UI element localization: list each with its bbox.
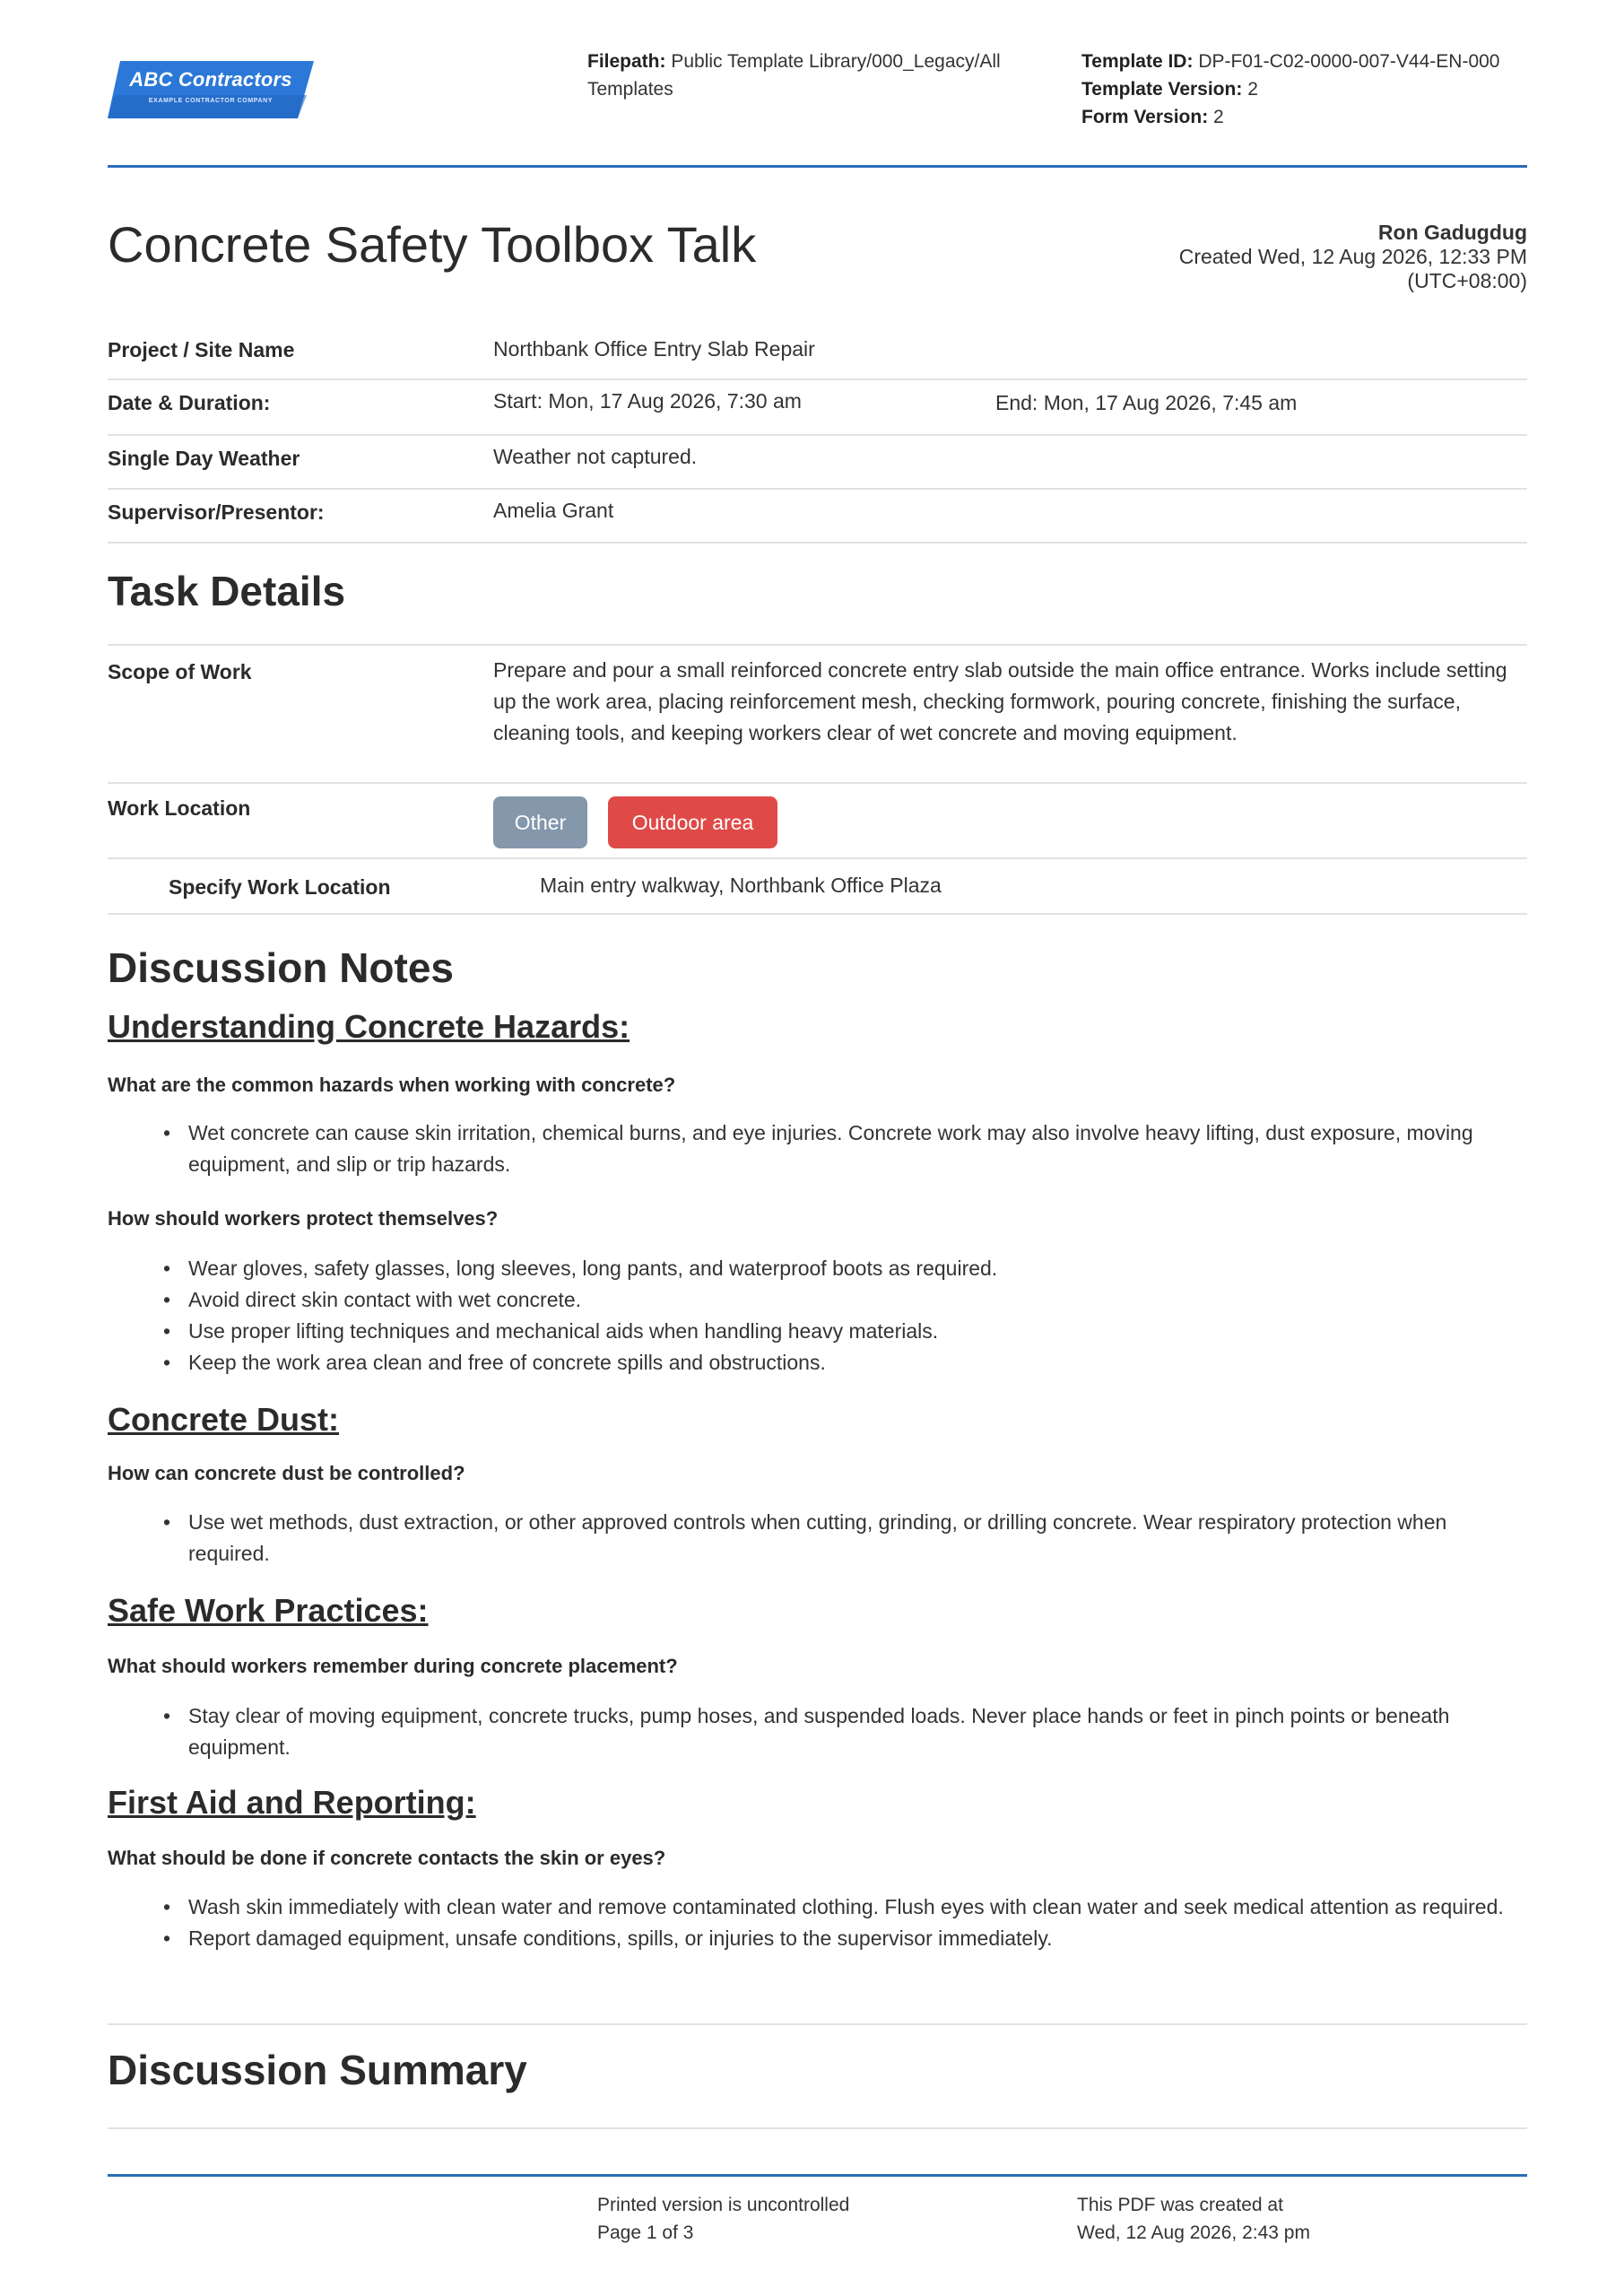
- date-label: Date & Duration:: [108, 391, 271, 414]
- logo-brand-text: ABC Contractors: [129, 68, 292, 91]
- supervisor-row: [108, 490, 1527, 544]
- section-title-hazards: Understanding Concrete Hazards:: [108, 1008, 630, 1045]
- section-title-dust: Concrete Dust:: [108, 1401, 340, 1438]
- hazards-list: [188, 1118, 1524, 1180]
- footer-pdf-info: [1077, 2191, 1310, 2247]
- discussion-summary-heading: Discussion Summary: [108, 2047, 527, 2093]
- document-header: [108, 0, 1527, 168]
- protection-list: [188, 1253, 1524, 1378]
- document-page: [108, 0, 1527, 2296]
- task-details-heading: Task Details: [108, 568, 346, 614]
- company-logo: [108, 59, 314, 120]
- specify-location-label: Specify Work Location: [169, 875, 391, 899]
- form-version-value: 2: [1213, 107, 1224, 127]
- question-placement: What should workers remember during concrete placement?: [108, 1655, 678, 1677]
- date-start: Start: Mon, 17 Aug 2026, 7:30 am: [493, 389, 802, 413]
- template-id-line: [1081, 48, 1530, 75]
- template-version-line: [1081, 75, 1530, 103]
- safe-work-list: [188, 1700, 1524, 1763]
- work-location-label: Work Location: [108, 796, 251, 820]
- pdf-created-label: This PDF was created at: [1077, 2195, 1283, 2215]
- project-label: Project / Site Name: [108, 338, 295, 361]
- scope-label: Scope of Work: [108, 660, 252, 683]
- supervisor-label: Supervisor/Presentor:: [108, 500, 325, 524]
- list-item: • Avoid direct skin contact with wet concrete.: [188, 1284, 1524, 1316]
- list-item: • Keep the work area clean and free of concrete spills and obstructions.: [188, 1347, 1524, 1378]
- document-title: Concrete Safety Toolbox Talk: [108, 216, 757, 273]
- creator-name: Ron Gadugdug: [1377, 221, 1527, 244]
- template-info-block: [1081, 48, 1530, 131]
- list-item: • Stay clear of moving equipment, concrete trucks, pump hoses, and suspended loads. Never place hands or feet in pinch points or beneath equipment.: [188, 1700, 1524, 1763]
- question-common-hazards: What are the common hazards when working with concrete?: [108, 1074, 676, 1096]
- creator-block: [1124, 221, 1527, 293]
- divider: [108, 2127, 1527, 2129]
- project-row: [108, 328, 1527, 380]
- specify-location-value: Main entry walkway, Northbank Office Plaza: [540, 874, 942, 897]
- divider: [108, 2023, 1527, 2025]
- template-version-value: 2: [1247, 79, 1258, 100]
- form-version-label: Form Version:: [1081, 107, 1209, 127]
- template-version-label: Template Version:: [1081, 79, 1243, 100]
- template-id-value: DP-F01-C02-0000-007-V44-EN-000: [1198, 51, 1500, 72]
- weather-label: Single Day Weather: [108, 447, 300, 470]
- form-version-line: [1081, 103, 1530, 131]
- question-dust-control: How can concrete dust be controlled?: [108, 1462, 465, 1484]
- logo-tagline: EXAMPLE CONTRACTOR COMPANY: [148, 98, 274, 104]
- weather-row: [108, 436, 1527, 490]
- project-value: Northbank Office Entry Slab Repair: [493, 337, 815, 361]
- supervisor-value: Amelia Grant: [493, 499, 614, 522]
- list-item: • Wet concrete can cause skin irritation, chemical burns, and eye injuries. Concrete work may also involve heavy lifting, dust exposure, moving equipment, and slip or trip hazards.: [188, 1118, 1524, 1180]
- scope-value: Prepare and pour a small reinforced concrete entry slab outside the main office entrance. Works include setting up the work area, placing reinforcement mesh, checking formwork, pouring concrete, finishing the surface, cleaning tools, and keeping workers clear of wet concrete and moving equipment.: [493, 658, 1507, 744]
- question-protect: How should workers protect themselves?: [108, 1207, 499, 1230]
- template-id-label: Template ID:: [1081, 51, 1194, 72]
- question-skin-eyes: What should be done if concrete contacts the skin or eyes?: [108, 1847, 666, 1869]
- document-footer: [108, 2174, 1527, 2243]
- weather-value: Weather not captured.: [493, 445, 698, 468]
- list-item: • Wear gloves, safety glasses, long sleeves, long pants, and waterproof boots as required.: [188, 1253, 1524, 1284]
- filepath-value: Public Template Library/000_Legacy/All Templates: [587, 51, 1001, 100]
- page-number: Page 1 of 3: [597, 2222, 694, 2243]
- scope-row: [108, 646, 1527, 784]
- list-item: • Wash skin immediately with clean water and remove contaminated clothing. Flush eyes with clean water and seek medical attention as required.: [188, 1892, 1524, 1923]
- filepath-label: Filepath:: [587, 51, 666, 72]
- location-chip-outdoor-area: Outdoor area: [608, 796, 777, 848]
- specify-location-row: [108, 859, 1527, 915]
- list-item: • Use wet methods, dust extraction, or other approved controls when cutting, grinding, or drilling concrete. Wear respiratory protection when required.: [188, 1507, 1524, 1570]
- location-chip-other: Other: [493, 796, 587, 848]
- list-item: • Report damaged equipment, unsafe conditions, spills, or injuries to the supervisor immediately.: [188, 1923, 1524, 1954]
- footer-print-info: [597, 2191, 849, 2247]
- dust-list: [188, 1507, 1524, 1570]
- date-row: [108, 380, 1527, 436]
- pdf-created-value: Wed, 12 Aug 2026, 2:43 pm: [1077, 2222, 1310, 2243]
- date-end: End: Mon, 17 Aug 2026, 7:45 am: [995, 391, 1298, 414]
- section-title-safe-work: Safe Work Practices:: [108, 1592, 429, 1629]
- filepath-block: [587, 48, 1036, 103]
- uncontrolled-notice: Printed version is uncontrolled: [597, 2195, 850, 2215]
- list-item: • Use proper lifting techniques and mechanical aids when handling heavy materials.: [188, 1316, 1524, 1347]
- work-location-row: [108, 784, 1527, 859]
- first-aid-list: [188, 1892, 1524, 1954]
- created-timestamp: Created Wed, 12 Aug 2026, 12:33 PM (UTC+08:00): [1178, 245, 1527, 292]
- section-title-first-aid: First Aid and Reporting:: [108, 1784, 476, 1821]
- discussion-notes-heading: Discussion Notes: [108, 944, 454, 991]
